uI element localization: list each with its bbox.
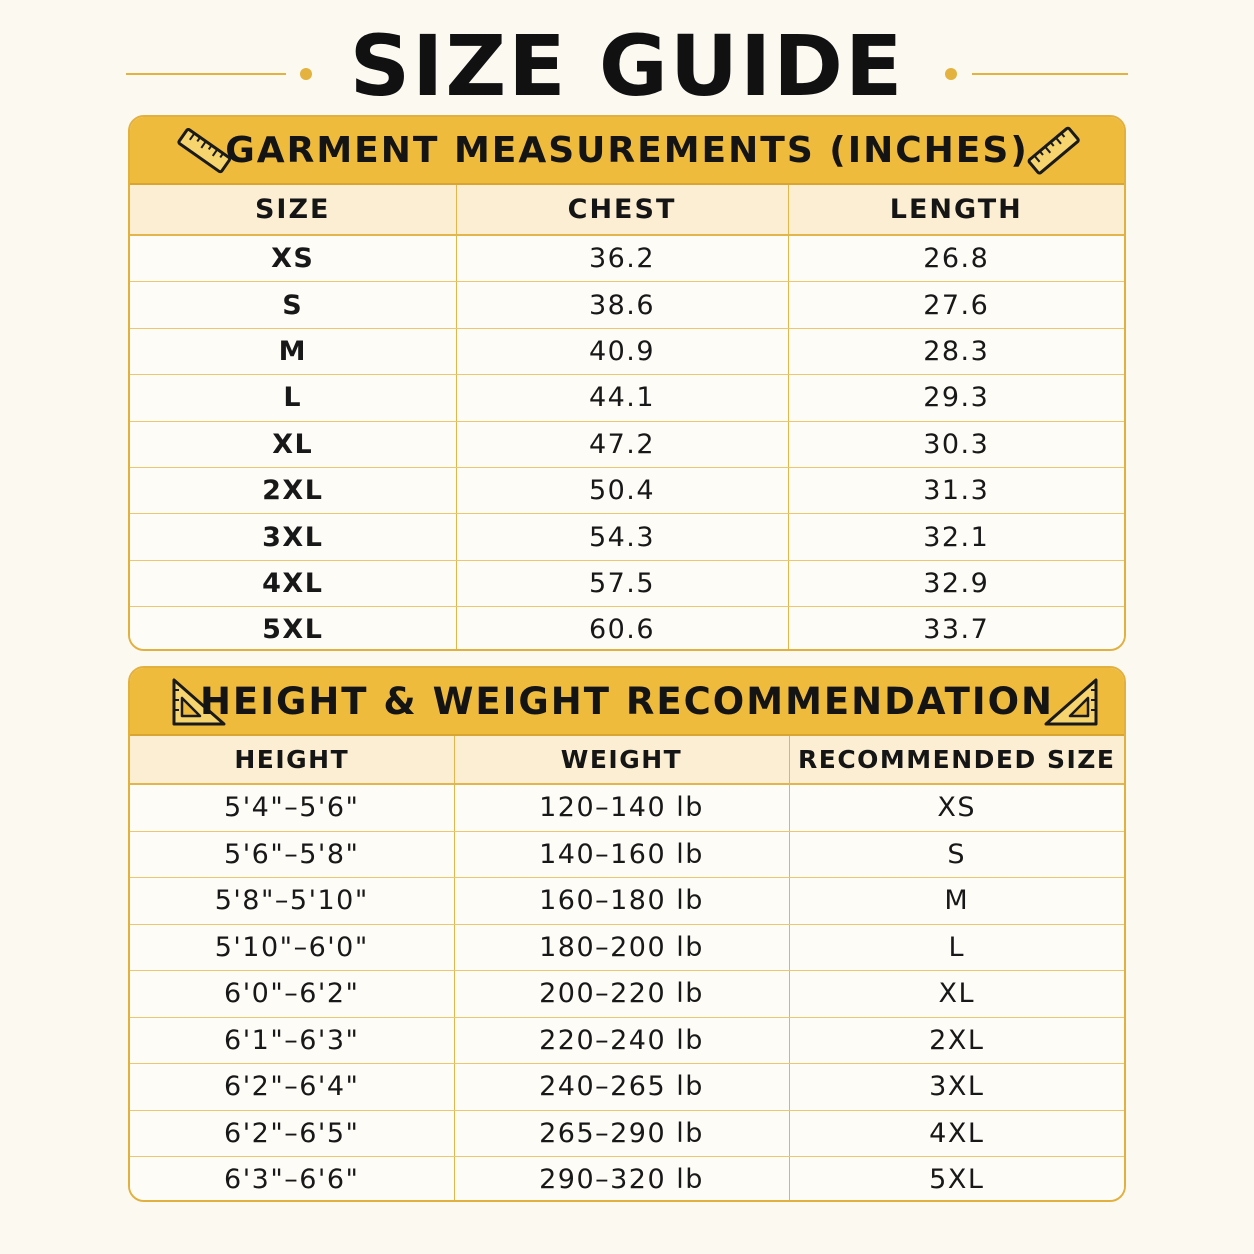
height-cell: 6'3"–6'6" bbox=[130, 1157, 454, 1203]
height-cell: 6'2"–6'4" bbox=[130, 1064, 454, 1111]
length-cell: 32.1 bbox=[788, 514, 1124, 560]
table-row bbox=[130, 560, 1124, 606]
size-cell: S bbox=[130, 282, 456, 328]
table-row bbox=[130, 831, 1124, 878]
column-header-recommended-size: RECOMMENDED SIZE bbox=[789, 736, 1124, 784]
height-cell: 6'1"–6'3" bbox=[130, 1017, 454, 1064]
height-weight-header bbox=[130, 668, 1124, 736]
chest-cell: 47.2 bbox=[456, 421, 788, 467]
recommended-size-cell: 5XL bbox=[789, 1157, 1124, 1203]
table-row bbox=[130, 878, 1124, 925]
table-row bbox=[130, 375, 1124, 421]
size-cell: 4XL bbox=[130, 560, 456, 606]
recommended-size-cell: XS bbox=[789, 784, 1124, 831]
length-cell: 29.3 bbox=[788, 375, 1124, 421]
ruler-icon bbox=[1026, 125, 1082, 177]
weight-cell: 180–200 lb bbox=[454, 924, 789, 971]
recommended-size-cell: L bbox=[789, 924, 1124, 971]
length-cell: 27.6 bbox=[788, 282, 1124, 328]
height-weight-title: HEIGHT & WEIGHT RECOMMENDATION bbox=[199, 680, 1055, 723]
chest-cell: 40.9 bbox=[456, 328, 788, 374]
garment-measurements-panel bbox=[128, 115, 1126, 651]
table-row bbox=[130, 235, 1124, 282]
chest-cell: 54.3 bbox=[456, 514, 788, 560]
weight-cell: 240–265 lb bbox=[454, 1064, 789, 1111]
size-cell: M bbox=[130, 328, 456, 374]
chest-cell: 36.2 bbox=[456, 235, 788, 282]
height-cell: 6'0"–6'2" bbox=[130, 971, 454, 1018]
table-row bbox=[130, 784, 1124, 831]
table-row bbox=[130, 421, 1124, 467]
garment-measurements-title: GARMENT MEASUREMENTS (INCHES) bbox=[225, 130, 1029, 171]
weight-cell: 265–290 lb bbox=[454, 1110, 789, 1157]
page-title: SIZE GUIDE bbox=[349, 17, 905, 115]
chest-cell: 38.6 bbox=[456, 282, 788, 328]
weight-cell: 220–240 lb bbox=[454, 1017, 789, 1064]
table-header-row bbox=[130, 736, 1124, 784]
column-header-size: SIZE bbox=[130, 185, 456, 235]
size-cell: L bbox=[130, 375, 456, 421]
weight-cell: 290–320 lb bbox=[454, 1157, 789, 1203]
table-row bbox=[130, 971, 1124, 1018]
chest-cell: 57.5 bbox=[456, 560, 788, 606]
height-weight-table bbox=[130, 736, 1124, 1202]
length-cell: 30.3 bbox=[788, 421, 1124, 467]
column-header-chest: CHEST bbox=[456, 185, 788, 235]
size-cell: 2XL bbox=[130, 467, 456, 513]
table-row bbox=[130, 467, 1124, 513]
set-square-icon bbox=[1044, 676, 1100, 728]
column-header-length: LENGTH bbox=[788, 185, 1124, 235]
table-row bbox=[130, 1110, 1124, 1157]
recommended-size-cell: S bbox=[789, 831, 1124, 878]
chest-cell: 60.6 bbox=[456, 607, 788, 651]
column-header-weight: WEIGHT bbox=[454, 736, 789, 784]
column-header-height: HEIGHT bbox=[130, 736, 454, 784]
table-row bbox=[130, 1157, 1124, 1203]
chest-cell: 44.1 bbox=[456, 375, 788, 421]
recommended-size-cell: 4XL bbox=[789, 1110, 1124, 1157]
length-cell: 26.8 bbox=[788, 235, 1124, 282]
table-row bbox=[130, 1017, 1124, 1064]
weight-cell: 120–140 lb bbox=[454, 784, 789, 831]
height-weight-panel bbox=[128, 666, 1126, 1202]
size-cell: 5XL bbox=[130, 607, 456, 651]
length-cell: 28.3 bbox=[788, 328, 1124, 374]
recommended-size-cell: XL bbox=[789, 971, 1124, 1018]
height-cell: 5'10"–6'0" bbox=[130, 924, 454, 971]
title-divider-right bbox=[972, 73, 1128, 75]
height-cell: 6'2"–6'5" bbox=[130, 1110, 454, 1157]
title-row bbox=[0, 10, 1254, 120]
length-cell: 31.3 bbox=[788, 467, 1124, 513]
table-row bbox=[130, 924, 1124, 971]
height-cell: 5'4"–5'6" bbox=[130, 784, 454, 831]
size-cell: XS bbox=[130, 235, 456, 282]
length-cell: 33.7 bbox=[788, 607, 1124, 651]
weight-cell: 200–220 lb bbox=[454, 971, 789, 1018]
height-cell: 5'6"–5'8" bbox=[130, 831, 454, 878]
chest-cell: 50.4 bbox=[456, 467, 788, 513]
garment-measurements-header bbox=[130, 117, 1124, 185]
weight-cell: 140–160 lb bbox=[454, 831, 789, 878]
table-row bbox=[130, 607, 1124, 651]
recommended-size-cell: 2XL bbox=[789, 1017, 1124, 1064]
table-row bbox=[130, 328, 1124, 374]
height-cell: 5'8"–5'10" bbox=[130, 878, 454, 925]
recommended-size-cell: M bbox=[789, 878, 1124, 925]
table-row bbox=[130, 1064, 1124, 1111]
size-cell: XL bbox=[130, 421, 456, 467]
table-header-row bbox=[130, 185, 1124, 235]
size-cell: 3XL bbox=[130, 514, 456, 560]
title-dot-right bbox=[945, 68, 957, 80]
weight-cell: 160–180 lb bbox=[454, 878, 789, 925]
recommended-size-cell: 3XL bbox=[789, 1064, 1124, 1111]
length-cell: 32.9 bbox=[788, 560, 1124, 606]
table-row bbox=[130, 514, 1124, 560]
garment-measurements-table bbox=[130, 185, 1124, 651]
table-row bbox=[130, 282, 1124, 328]
